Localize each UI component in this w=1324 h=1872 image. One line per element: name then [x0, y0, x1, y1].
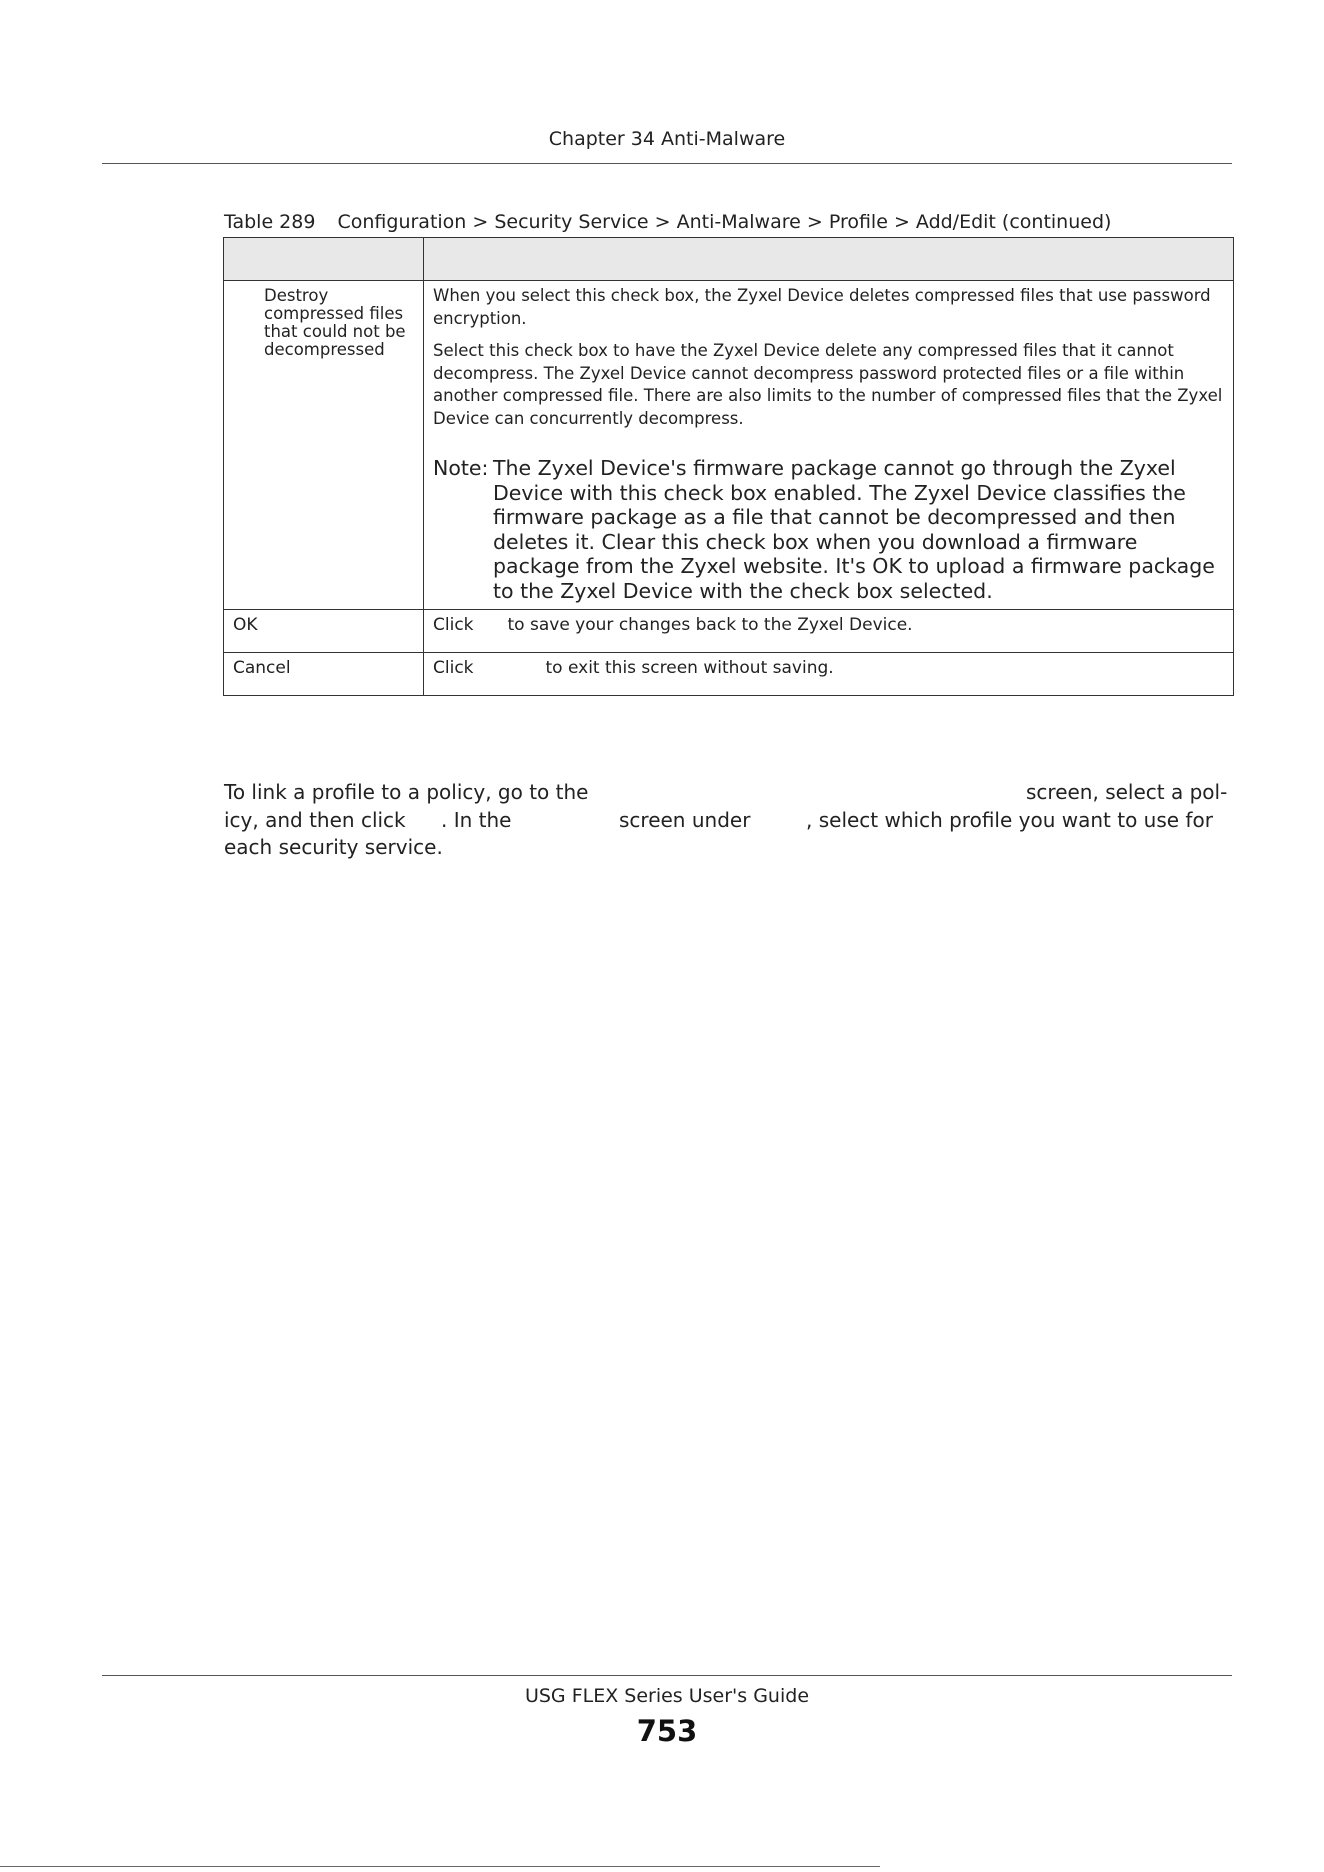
click-word: Click [433, 615, 474, 635]
firmware-note [433, 456, 1225, 603]
click-word: Click [433, 658, 474, 678]
row-label-ok: OK [224, 610, 424, 653]
table-header-row [224, 238, 1234, 281]
ok-description: to save your changes back to the Zyxel Device. [507, 615, 913, 635]
header-cell-label [224, 238, 424, 281]
header-rule [102, 163, 1232, 164]
row-label-cancel: Cancel [224, 653, 424, 696]
table-row [224, 610, 1234, 653]
table-number: Table 289 [224, 211, 316, 233]
row-description-cancel [424, 653, 1234, 696]
chapter-header: Chapter 34 Anti-Malware [548, 128, 786, 150]
row-label-destroy: Destroy compressed files that could not be decompressed [224, 281, 424, 610]
bottom-edge-line [0, 1866, 880, 1867]
row-description-ok [424, 610, 1234, 653]
body-paragraph [224, 779, 1232, 862]
paragraph-text: screen, select a pol- [1026, 780, 1228, 804]
row-description-destroy [424, 281, 1234, 610]
note-text: The Zyxel Device's firmware package cannot go through the Zyxel Device with this check box enabled. The Zyxel Device classifies the firmware package as a file that cannot be decompressed and then deletes it. Clear this check box when you download a firmware package from the Zyxel website. It's OK to upload a firmware package to the Zyxel Device with the check box selected. [493, 456, 1215, 603]
paragraph-text: screen under [619, 807, 751, 832]
footer-rule [102, 1675, 1232, 1676]
description-paragraph: When you select this check box, the Zyxel Device deletes compressed files that use password encryption. [433, 286, 1211, 328]
footer-guide-title: USG FLEX Series User's Guide [524, 1685, 810, 1707]
table-title: Configuration > Security Service > Anti-Malware > Profile > Add/Edit (continued) [337, 211, 1112, 233]
paragraph-text: . In the [441, 807, 512, 832]
cancel-description: to exit this screen without saving. [545, 658, 834, 678]
note-label: Note: [433, 456, 489, 480]
description-paragraph: Select this check box to have the Zyxel Device delete any compressed files that it cannot decompress. The Zyxel Device cannot decompress password protected files or a file within another compressed file. There are also limits to the number of compressed files that the Zyxel Device can concurrently decompress. [433, 341, 1223, 428]
paragraph-text: To link a profile to a policy, go to the [224, 780, 589, 804]
header-cell-description [424, 238, 1234, 281]
paragraph-text: , select which profile you want to use for [806, 807, 1213, 832]
table-row [224, 653, 1234, 696]
table-caption [224, 211, 1111, 233]
table-row [224, 281, 1234, 610]
paragraph-text: each security service. [224, 835, 443, 859]
settings-table [223, 237, 1234, 696]
paragraph-text: icy, and then click [224, 807, 406, 832]
page-number: 753 [636, 1714, 698, 1748]
